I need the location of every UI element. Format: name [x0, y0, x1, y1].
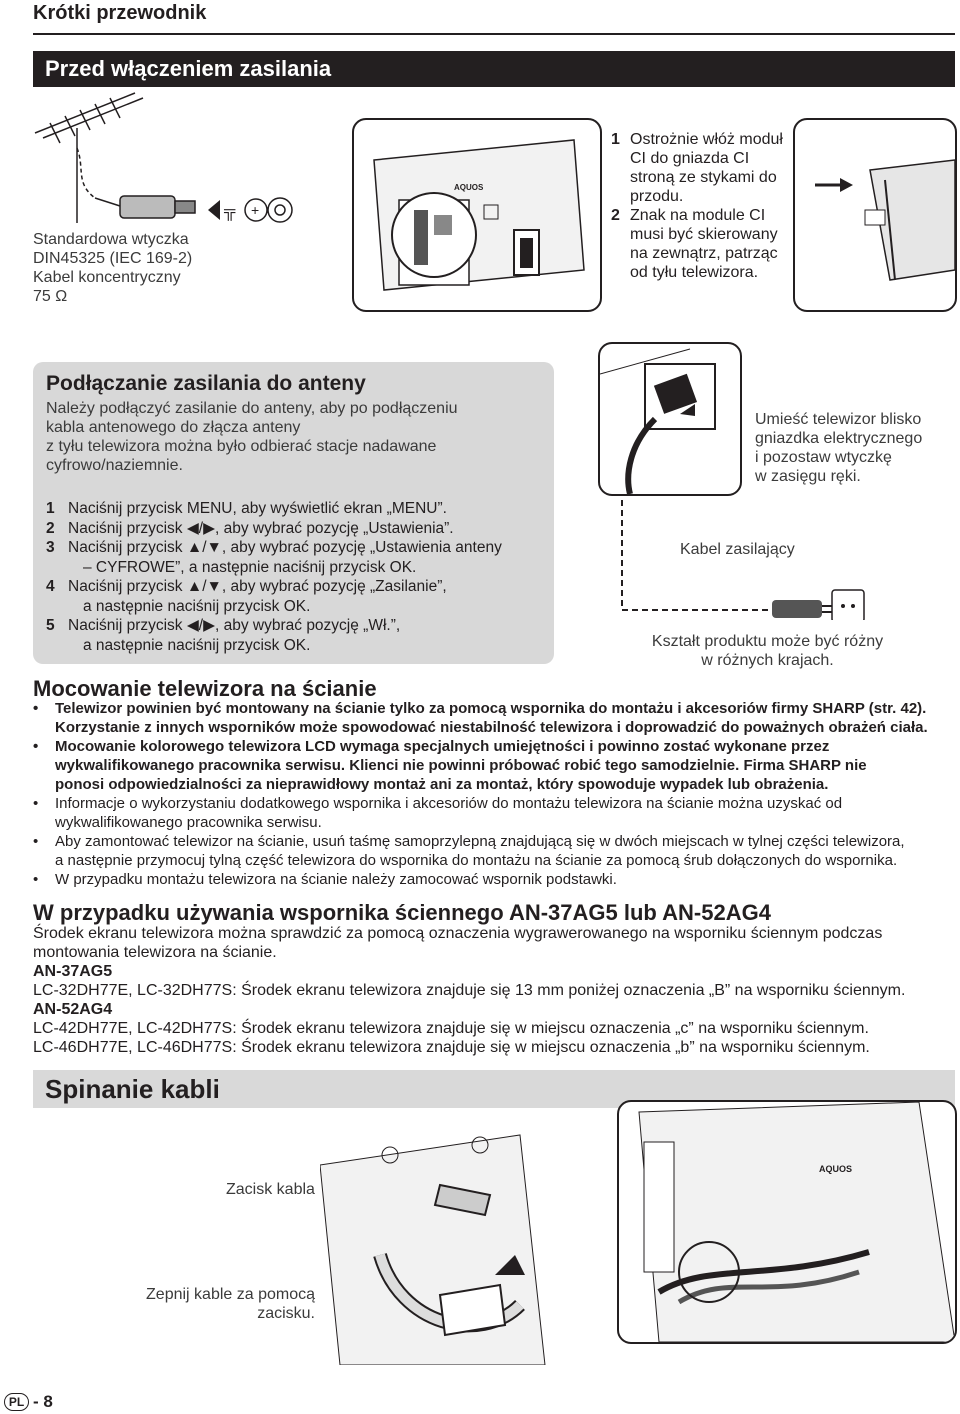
antenna-power-intro: Należy podłączyć zasilanie do anteny, aby po podłączeniu kabla antenowego do złącza anteny z tyłu telewizora można było odbierać stacje nadawane cyfrowo/naziemnie.	[46, 400, 458, 474]
power-cable-illustration	[612, 500, 882, 620]
ci-steps: 1 Ostrożnie włóż moduł CI do gniazda CI stroną ze stykami do przodu. 2 Znak na module CI musi być skierowany na zewnątrz, patrząc od tyłu telewizora.	[611, 131, 783, 281]
antenna-power-steps: 1 Naciśnij przycisk MENU, aby wyświetlić ekran „MENU”. 2 Naciśnij przycisk ◀/▶, aby wybrać pozycję „Ustawienia”. 3 Naciśnij przycisk ▲/▼, aby wybrać pozycję „Ustawienia anteny – CYFROWE”, a następnie naciśnij przycisk OK. 4 Naciśnij przycisk ▲/▼, aby wybrać pozycję „Zasilanie”, a następnie naciśnij przycisk OK. 5 Naciśnij przycisk ◀/▶, aby wybrać pozycję „Wł.”, a następnie naciśnij przycisk OK.	[46, 500, 502, 654]
bracket-title: W przypadku używania wspornika ściennego AN-37AG5 lub AN-52AG4	[33, 900, 771, 925]
clamp-label: Zacisk kabla	[226, 1181, 315, 1198]
tv-brand-label: AQUOS	[454, 183, 484, 192]
socket-icon	[832, 590, 864, 620]
tv-brand-label-2: AQUOS	[819, 1164, 853, 1174]
svg-text:+: +	[251, 202, 260, 218]
section-banner-power: Przed włączeniem zasilania	[33, 51, 955, 87]
title-rule	[33, 33, 955, 35]
outlet-caption: Umieść telewizor blisko gniazdka elektrycznego i pozostaw wtyczkę w zasięgu ręki.	[755, 411, 923, 485]
power-cable-label: Kabel zasilający	[680, 541, 795, 558]
wall-mount-bullets: • Telewizor powinien być montowany na ścianie tylko za pomocą wspornika do montażu i akcesoriów firmy SHARP (str. 42). Korzystanie z innych wsporników może spowodować niestabilność telewizora i doprowadzić do poważnych obrażeń ciała. • Mocowanie kolorowego telewizora LCD wymaga specjalnych umiejętności i powinno zostać wykonane przez wykwalifikowanego pracownika serwisu. Klienci nie powinni próbować robić tego samodzielnie. Firma SHARP nie ponosi odpowiedzialności za nieprawidłowy montaż ani za montaż, który spowoduje wypadek lub obrażenia. • Informacje o wykorzystaniu dodatkowego wspornika i akcesoriów do montażu telewizora na ścianie można uzyskać od wykwalifikowanego pracownika serwisu. • Aby zamontować telewizor na ścianie, usuń taśmę samoprzylepną znajdującą się w dwóch miejscach w tylnej części telewizora, a następnie przymocuj tylną część telewizora do wspornika do montażu na ścianie za pomocą śrub dołączonych do wspornika. • W przypadku montażu telewizora na ścianie należy zamocować wspornik podstawki.	[33, 700, 928, 888]
wall-mount-title: Mocowanie telewizora na ścianie	[33, 676, 377, 701]
antenna-socket-icon	[208, 192, 308, 228]
bracket-body: Środek ekranu telewizora można sprawdzić za pomocą oznaczenia wygrawerowanego na wsporniku ściennym podczas montowania telewizora na ścianie. AN-37AG5 LC-32DH77E, LC-32DH77S: Środek ekranu telewizora znajduje się 13 mm poniżej oznaczenia „B” na wsporniku ściennym. AN-52AG4 LC-42DH77E, LC-42DH77S: Środek ekranu telewizora znajduje się w miejscu oznaczenia „c” na wsporniku ściennym. LC-46DH77E, LC-46DH77S: Środek ekranu telewizora znajduje się w miejscu oznaczenia „b” na wsporniku ściennym.	[33, 925, 906, 1056]
antenna-caption: Standardowa wtyczka DIN45325 (IEC 169-2) Kabel koncentryczny 75 Ω	[33, 231, 193, 305]
shape-note: Kształt produktu może być różny w różnych krajach.	[651, 633, 884, 669]
antenna-power-title: Podłączanie zasilania do anteny	[46, 372, 366, 395]
page-number: - 8	[33, 1392, 53, 1411]
section-banner-cables: Spinanie kabli	[33, 1070, 955, 1108]
tv-back-frame	[352, 118, 602, 312]
tv-back-cables-frame	[617, 1100, 957, 1344]
outlet-frame	[598, 342, 742, 496]
language-badge: PL	[4, 1393, 29, 1411]
svg-text:╦: ╦	[224, 203, 236, 220]
page-title: Krótki przewodnik	[33, 2, 207, 24]
antenna-illustration	[25, 88, 205, 228]
cable-clamp-illustration	[320, 1125, 550, 1365]
clip-caption: Zepnij kable za pomocą zacisku.	[146, 1286, 315, 1322]
ci-module-frame	[793, 118, 957, 312]
